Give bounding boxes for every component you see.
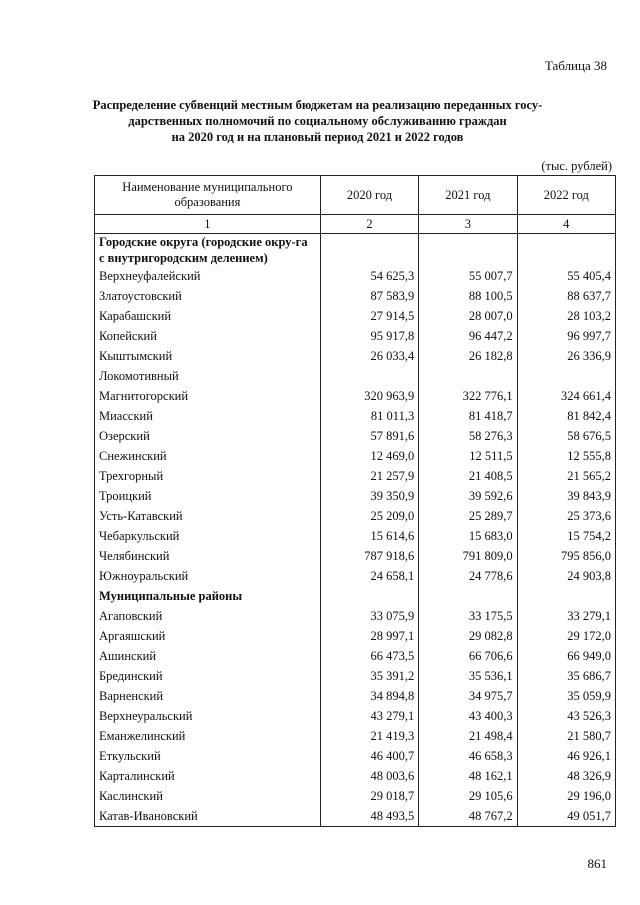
table-row <box>95 486 616 506</box>
municipality-name: Южноуральский <box>95 566 321 586</box>
value-2020: 12 469,0 <box>320 446 418 466</box>
value-2022: 15 754,2 <box>517 526 615 546</box>
value-2020 <box>320 366 418 386</box>
page-number: 861 <box>587 856 607 871</box>
title-line: дарственных полномочий по социальному обслуживанию граждан <box>128 114 507 128</box>
municipality-name: Брединский <box>95 666 321 686</box>
value-2020: 15 614,6 <box>320 526 418 546</box>
value-2022 <box>517 586 615 606</box>
value-2021: 21 498,4 <box>419 726 517 746</box>
value-2021: 39 592,6 <box>419 486 517 506</box>
value-2020: 33 075,9 <box>320 606 418 626</box>
table-row <box>95 286 616 306</box>
value-2020: 24 658,1 <box>320 566 418 586</box>
value-2022: 43 526,3 <box>517 706 615 726</box>
value-2022: 35 686,7 <box>517 666 615 686</box>
value-2022: 24 903,8 <box>517 566 615 586</box>
value-2021: 55 007,7 <box>419 266 517 286</box>
value-2022: 25 373,6 <box>517 506 615 526</box>
municipality-name: Городские округа (городские окру-га с внутригородским делением) <box>95 234 321 267</box>
section-row <box>95 234 616 267</box>
title-line: на 2020 год и на плановый период 2021 и 2022 годов <box>171 130 464 144</box>
value-2022 <box>517 366 615 386</box>
value-2020: 54 625,3 <box>320 266 418 286</box>
table-row <box>95 386 616 406</box>
value-2022: 26 336,9 <box>517 346 615 366</box>
table-row <box>95 746 616 766</box>
section-row <box>95 586 616 606</box>
table-row <box>95 786 616 806</box>
value-2021: 33 175,5 <box>419 606 517 626</box>
municipality-name: Трехгорный <box>95 466 321 486</box>
value-2020: 35 391,2 <box>320 666 418 686</box>
value-2021: 29 082,8 <box>419 626 517 646</box>
value-2022: 58 676,5 <box>517 426 615 446</box>
table-row <box>95 326 616 346</box>
value-2022: 46 926,1 <box>517 746 615 766</box>
value-2022: 88 637,7 <box>517 286 615 306</box>
value-2022: 33 279,1 <box>517 606 615 626</box>
value-2021: 34 975,7 <box>419 686 517 706</box>
value-2020 <box>320 586 418 606</box>
table-row <box>95 366 616 386</box>
value-2022: 66 949,0 <box>517 646 615 666</box>
municipality-name: Варненский <box>95 686 321 706</box>
table-row <box>95 466 616 486</box>
value-2022: 39 843,9 <box>517 486 615 506</box>
municipality-name: Озерский <box>95 426 321 446</box>
value-2020: 43 279,1 <box>320 706 418 726</box>
municipality-name: Копейский <box>95 326 321 346</box>
municipality-name: Усть-Катавский <box>95 506 321 526</box>
value-2021: 96 447,2 <box>419 326 517 346</box>
value-2022: 29 196,0 <box>517 786 615 806</box>
value-2020: 28 997,1 <box>320 626 418 646</box>
value-2020: 48 003,6 <box>320 766 418 786</box>
table-row <box>95 626 616 646</box>
municipality-name: Агаповский <box>95 606 321 626</box>
value-2021: 43 400,3 <box>419 706 517 726</box>
value-2020: 34 894,8 <box>320 686 418 706</box>
value-2020: 26 033,4 <box>320 346 418 366</box>
table-row <box>95 806 616 827</box>
table-row <box>95 346 616 366</box>
value-2022 <box>517 234 615 267</box>
value-2021: 35 536,1 <box>419 666 517 686</box>
value-2021: 25 289,7 <box>419 506 517 526</box>
table-row <box>95 506 616 526</box>
value-2020: 25 209,0 <box>320 506 418 526</box>
value-2021: 66 706,6 <box>419 646 517 666</box>
municipality-name: Верхнеуфалейский <box>95 266 321 286</box>
value-2022: 795 856,0 <box>517 546 615 566</box>
title-line: Распределение субвенций местным бюджетам на реализацию переданных госу- <box>92 98 543 112</box>
value-2022: 29 172,0 <box>517 626 615 646</box>
value-2022: 96 997,7 <box>517 326 615 346</box>
value-2021: 24 778,6 <box>419 566 517 586</box>
value-2020: 320 963,9 <box>320 386 418 406</box>
table-row <box>95 266 616 286</box>
column-header-name: Наименование муниципального образования <box>95 176 321 215</box>
value-2021: 58 276,3 <box>419 426 517 446</box>
value-2020: 66 473,5 <box>320 646 418 666</box>
table-row <box>95 446 616 466</box>
value-2021: 322 776,1 <box>419 386 517 406</box>
municipality-name: Аргаяшский <box>95 626 321 646</box>
value-2020: 39 350,9 <box>320 486 418 506</box>
value-2020: 21 419,3 <box>320 726 418 746</box>
table-row <box>95 646 616 666</box>
value-2021 <box>419 366 517 386</box>
table-row <box>95 706 616 726</box>
value-2022: 324 661,4 <box>517 386 615 406</box>
column-number: 2 <box>320 215 418 234</box>
value-2021: 12 511,5 <box>419 446 517 466</box>
header-row <box>95 176 616 215</box>
value-2020: 27 914,5 <box>320 306 418 326</box>
table-row <box>95 686 616 706</box>
municipality-name: Троицкий <box>95 486 321 506</box>
municipality-name: Кыштымский <box>95 346 321 366</box>
value-2022: 21 580,7 <box>517 726 615 746</box>
value-2020: 46 400,7 <box>320 746 418 766</box>
value-2020: 29 018,7 <box>320 786 418 806</box>
municipality-name: Снежинский <box>95 446 321 466</box>
municipality-name: Карталинский <box>95 766 321 786</box>
municipality-name: Челябинский <box>95 546 321 566</box>
units-label: (тыс. рублей) <box>541 159 612 173</box>
value-2021: 29 105,6 <box>419 786 517 806</box>
table-row <box>95 566 616 586</box>
value-2021: 48 162,1 <box>419 766 517 786</box>
table-row <box>95 526 616 546</box>
table-row <box>95 546 616 566</box>
table-row <box>95 666 616 686</box>
column-number: 4 <box>517 215 615 234</box>
value-2021: 26 182,8 <box>419 346 517 366</box>
value-2020: 95 917,8 <box>320 326 418 346</box>
table-row <box>95 606 616 626</box>
column-header-2021: 2021 год <box>419 176 517 215</box>
table-row <box>95 406 616 426</box>
value-2020: 21 257,9 <box>320 466 418 486</box>
municipality-name: Еманжелинский <box>95 726 321 746</box>
column-number-row <box>95 215 616 234</box>
value-2020: 87 583,9 <box>320 286 418 306</box>
value-2022: 49 051,7 <box>517 806 615 827</box>
table-body <box>95 234 616 827</box>
municipality-name: Каслинский <box>95 786 321 806</box>
table-row <box>95 726 616 746</box>
value-2020: 48 493,5 <box>320 806 418 827</box>
value-2021: 48 767,2 <box>419 806 517 827</box>
value-2021: 46 658,3 <box>419 746 517 766</box>
municipality-name: Миасский <box>95 406 321 426</box>
value-2022: 55 405,4 <box>517 266 615 286</box>
municipality-name: Катав-Ивановский <box>95 806 321 827</box>
value-2021: 88 100,5 <box>419 286 517 306</box>
value-2020: 787 918,6 <box>320 546 418 566</box>
value-2022: 81 842,4 <box>517 406 615 426</box>
value-2022: 48 326,9 <box>517 766 615 786</box>
municipality-name: Чебаркульский <box>95 526 321 546</box>
value-2021 <box>419 234 517 267</box>
value-2021: 15 683,0 <box>419 526 517 546</box>
municipality-name: Еткульский <box>95 746 321 766</box>
value-2021: 81 418,7 <box>419 406 517 426</box>
municipality-name: Карабашский <box>95 306 321 326</box>
value-2021 <box>419 586 517 606</box>
value-2022: 21 565,2 <box>517 466 615 486</box>
column-number: 3 <box>419 215 517 234</box>
column-number: 1 <box>95 215 321 234</box>
value-2020: 57 891,6 <box>320 426 418 446</box>
municipality-name: Ашинский <box>95 646 321 666</box>
value-2021: 791 809,0 <box>419 546 517 566</box>
value-2021: 28 007,0 <box>419 306 517 326</box>
table-row <box>95 766 616 786</box>
column-header-2020: 2020 год <box>320 176 418 215</box>
subsidy-table <box>94 175 616 827</box>
value-2020: 81 011,3 <box>320 406 418 426</box>
municipality-name: Верхнеуральский <box>95 706 321 726</box>
municipality-name: Локомотивный <box>95 366 321 386</box>
table-row <box>95 306 616 326</box>
table-number: Таблица 38 <box>544 58 607 73</box>
value-2022: 28 103,2 <box>517 306 615 326</box>
table-row <box>95 426 616 446</box>
municipality-name: Златоустовский <box>95 286 321 306</box>
value-2022: 35 059,9 <box>517 686 615 706</box>
value-2022: 12 555,8 <box>517 446 615 466</box>
value-2020 <box>320 234 418 267</box>
municipality-name: Муниципальные районы <box>95 586 321 606</box>
municipality-name: Магнитогорский <box>95 386 321 406</box>
value-2021: 21 408,5 <box>419 466 517 486</box>
table-title <box>90 97 545 145</box>
column-header-2022: 2022 год <box>517 176 615 215</box>
